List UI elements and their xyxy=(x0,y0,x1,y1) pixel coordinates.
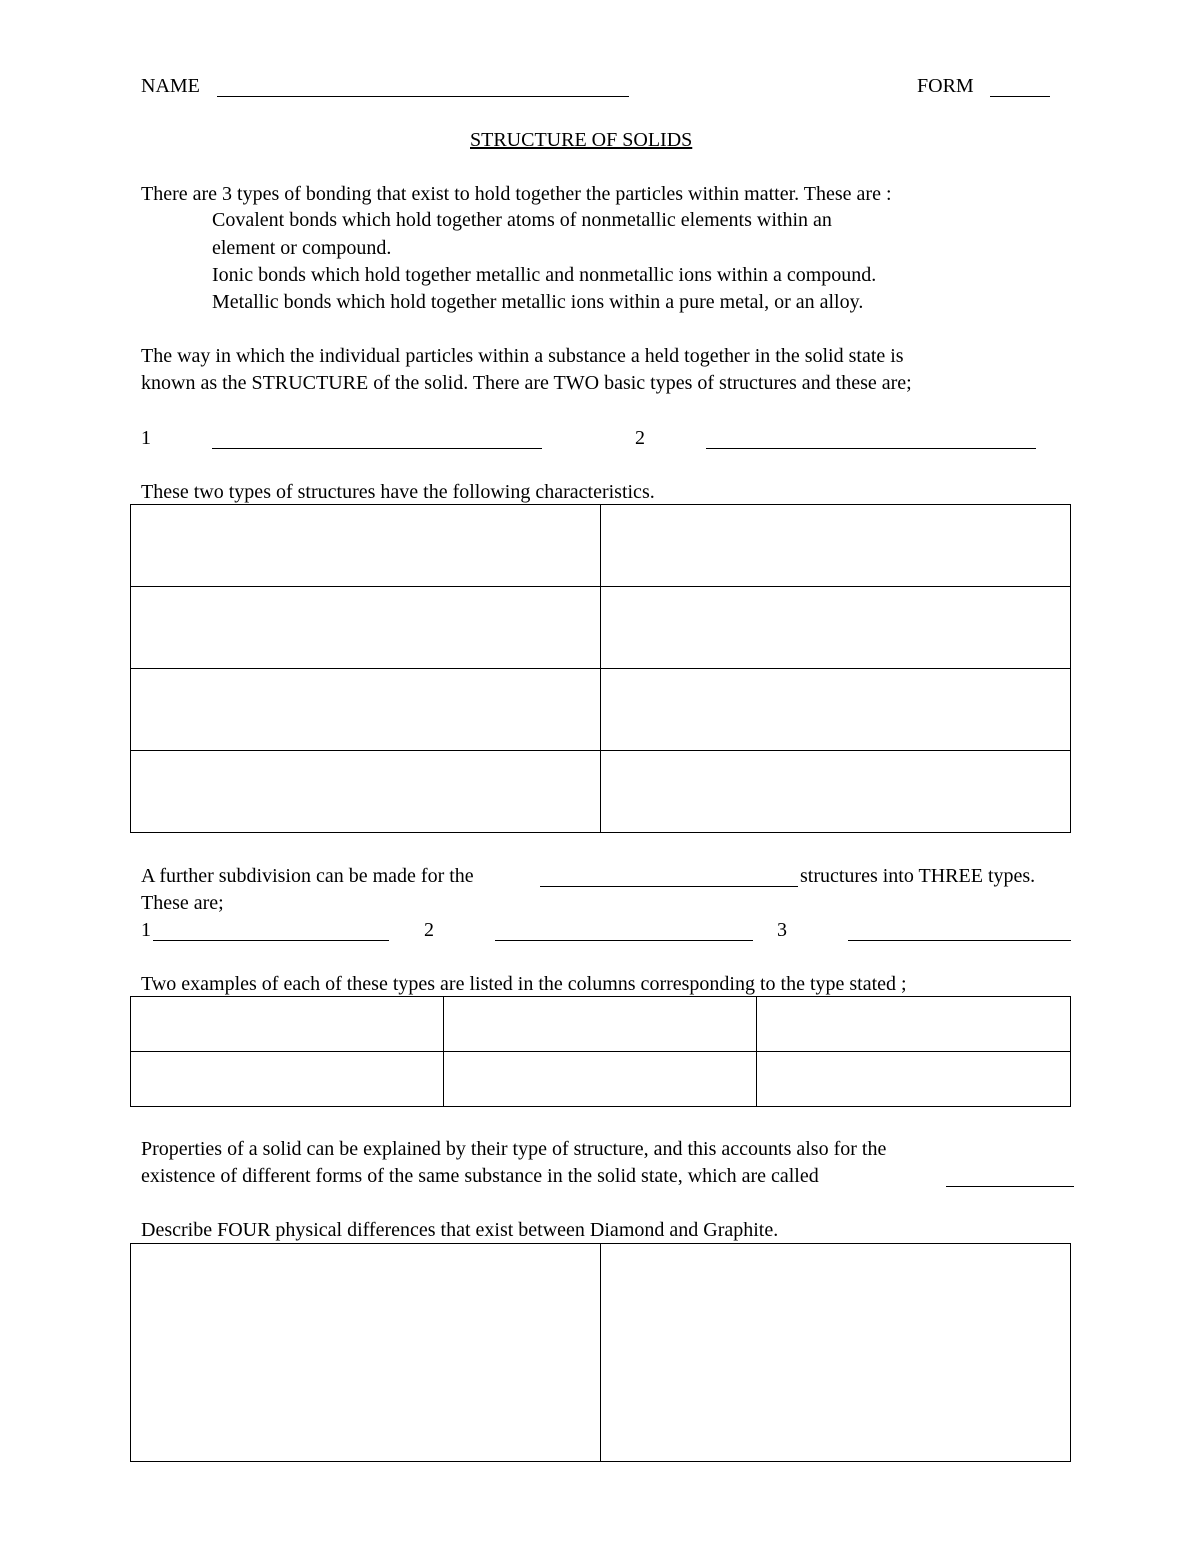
name-label: NAME xyxy=(141,75,200,97)
bond-covalent-line2: element or compound. xyxy=(212,237,392,259)
subdivision-line1-end: structures into THREE types. xyxy=(800,865,1036,887)
characteristics-table[interactable] xyxy=(130,504,1071,833)
structure-line1: The way in which the individual particles within a substance a held together in the solid state is xyxy=(141,345,904,367)
structure-answer-1[interactable] xyxy=(212,448,542,449)
table-divider xyxy=(600,1244,601,1461)
table-row-divider xyxy=(131,750,1070,751)
allotropes-field[interactable] xyxy=(946,1186,1074,1187)
page-title: STRUCTURE OF SOLIDS xyxy=(470,129,693,151)
properties-line2: existence of different forms of the same substance in the solid state, which are called xyxy=(141,1165,819,1187)
form-field[interactable] xyxy=(990,96,1050,97)
examples-table[interactable] xyxy=(130,996,1071,1107)
subtype-answer-1[interactable] xyxy=(153,940,389,941)
subdivision-line2: These are; xyxy=(141,892,224,914)
intro-lead: There are 3 types of bonding that exist to hold together the particles within matter. These are : xyxy=(141,183,892,205)
name-field[interactable] xyxy=(217,96,629,97)
subtype-answer-3[interactable] xyxy=(848,940,1071,941)
subdivision-structure-field[interactable] xyxy=(540,886,798,887)
bond-metallic: Metallic bonds which hold together metallic ions within a pure metal, or an alloy. xyxy=(212,291,864,313)
table-row-divider xyxy=(131,668,1070,669)
structure-line2: known as the STRUCTURE of the solid. There are TWO basic types of structures and these are; xyxy=(141,372,912,394)
table-row-divider xyxy=(131,1051,1070,1052)
subtype-number-2: 2 xyxy=(424,919,434,941)
properties-line1: Properties of a solid can be explained by their type of structure, and this accounts also for the xyxy=(141,1138,887,1160)
bond-ionic: Ionic bonds which hold together metallic and nonmetallic ions within a compound. xyxy=(212,264,877,286)
diamond-graphite-caption: Describe FOUR physical differences that exist between Diamond and Graphite. xyxy=(141,1219,779,1241)
bond-covalent-line1: Covalent bonds which hold together atoms of nonmetallic elements within an xyxy=(212,209,832,231)
subtype-number-1: 1 xyxy=(141,919,151,941)
table-row-divider xyxy=(131,586,1070,587)
structure-number-1: 1 xyxy=(141,427,151,449)
subtype-number-3: 3 xyxy=(777,919,787,941)
structure-number-2: 2 xyxy=(635,427,645,449)
characteristics-caption: These two types of structures have the following characteristics. xyxy=(141,481,655,503)
structure-answer-2[interactable] xyxy=(706,448,1036,449)
form-label: FORM xyxy=(917,75,974,97)
diamond-graphite-table[interactable] xyxy=(130,1243,1071,1462)
subdivision-line1-start: A further subdivision can be made for the xyxy=(141,865,474,887)
subtype-answer-2[interactable] xyxy=(495,940,753,941)
examples-caption: Two examples of each of these types are listed in the columns corresponding to the type stated ; xyxy=(141,973,907,995)
